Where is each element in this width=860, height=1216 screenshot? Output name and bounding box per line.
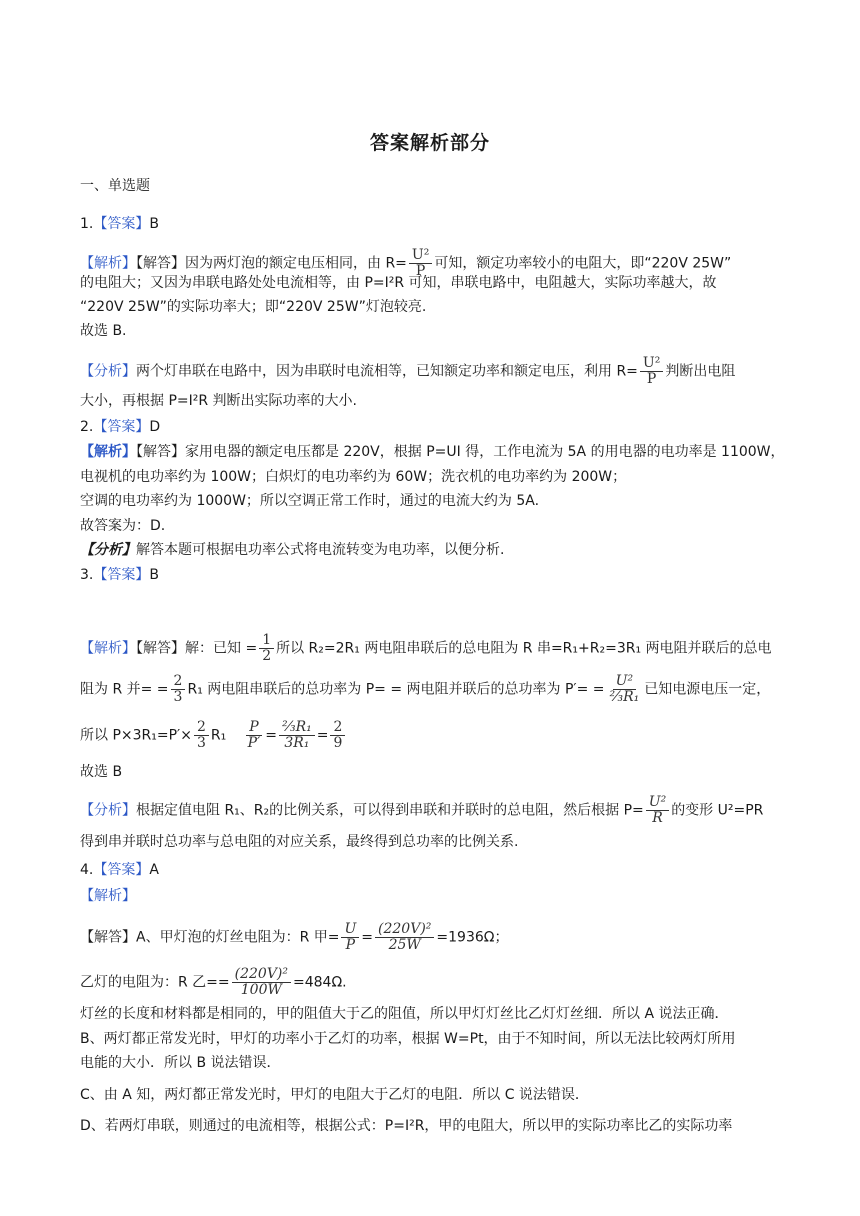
q4-number: 4. bbox=[80, 862, 94, 878]
q2-jiexi-line1: 【解析】【解答】家用电器的额定电压都是 220V，根据 P=UI 得，工作电流为 5A 的用电器的电功率是 1100W， bbox=[80, 444, 785, 460]
q1-jiexi-line2: 的电阻大；又因为串联电路处处电流相等，由 P=I²R 可知，串联电路中，电阻越大，实际功率越大，故 bbox=[80, 275, 717, 291]
q4-jiexi-line4: B、两灯都正常发光时，甲灯的功率小于乙灯的功率，根据 W=Pt，由于不知时间，所以无法比较两灯所用 bbox=[80, 1031, 736, 1047]
q1-fraction-r2: $\frac{\text{U²}}{P}$ bbox=[640, 356, 663, 387]
q2-jiexi-line2: 电视机的电功率约为 100W；白炽灯的电功率约为 60W；洗衣机的电功率约为 200W； bbox=[80, 469, 627, 485]
q4-jiexi-line2: 乙灯的电阻为：R 乙== $\frac{\text{(220V)²}}{100W}$ =484Ω. bbox=[80, 966, 347, 998]
q3-analysis-line1: 【分析】根据定值电阻 R₁、R₂的比例关系，可以得到串联和并联时的总电阻，然后根据 P= $\frac{\text{U²}}{R}$ 的变形 U²=PR bbox=[80, 794, 764, 826]
q4-jiexi-tag-line bbox=[80, 886, 780, 906]
q2-jiexi-line3: 空调的电功率约为 1000W；所以空调正常工作时，通过的电流大约为 5A. bbox=[80, 493, 540, 509]
q3-jiexi-line4: 故选 B bbox=[80, 764, 123, 780]
q1-analysis-line1: 【分析】两个灯串联在电路中，因为串联时电流相等，已知额定功率和额定电压，利用 R= $\frac{\text{U²}}{P}$ 判断出电阻 bbox=[80, 355, 736, 387]
q3-fraction-ratio: $\frac{P}{P'}$ bbox=[247, 719, 261, 751]
q3-analysis-line2: 得到串并联时总功率与总电阻的对应关系，最终得到总功率的比例关系. bbox=[80, 834, 519, 850]
q1-answer-tag: 【答案】 bbox=[93, 216, 150, 232]
q4-fraction-u-over-p: $\frac{U}{P}$ bbox=[341, 922, 359, 953]
q2-answer bbox=[80, 417, 780, 437]
q2-analysis-tag: 【分析】 bbox=[80, 542, 136, 558]
q4-answer-value: A bbox=[149, 862, 159, 878]
q4-jiexi-line6: C、由 A 知，两灯都正常发光时，甲灯的电阻大于乙灯的电阻．所以 C 说法错误． bbox=[80, 1087, 589, 1103]
q1-answer bbox=[80, 214, 780, 234]
q2-analysis: 【分析】解答本题可根据电功率公式将电流转变为电功率，以便分析. bbox=[80, 542, 505, 558]
q3-fraction-two-thirds: $\frac{2}{3}$ bbox=[171, 674, 186, 705]
q3-jiexi-line1: 【解析】【解答】解：已知 = $\frac{1}{2}$ 所以 R₂=2R₁ 两电阻串联后的总电阻为 R 串=R₁+R₂=3R₁ 两电阻并联后的总电 bbox=[80, 632, 772, 664]
q4-jiexi-tag: 【解析】 bbox=[80, 888, 136, 904]
q3-jiexi-tag: 【解析】 bbox=[80, 640, 136, 657]
q4-answer bbox=[80, 860, 780, 880]
q3-fraction-parallel-power: $\frac{\text{U²}}{\text{⅔R₁}}$ bbox=[609, 673, 640, 705]
q3-answer-value: B bbox=[149, 567, 159, 583]
section-heading: 一、单选题 bbox=[80, 178, 150, 194]
q4-jiexi-line5: 电能的大小．所以 B 说法错误． bbox=[80, 1055, 281, 1071]
q4-jiexi-line7: D、若两灯串联，则通过的电流相等，根据公式：P=I²R，甲的电阻大，所以甲的实际功率比乙的实际功率 bbox=[80, 1118, 733, 1134]
q2-jiexi-tag: 【解析】 bbox=[80, 444, 136, 460]
q1-analysis-line2: 大小，再根据 P=I²R 判断出实际功率的大小. bbox=[80, 393, 357, 409]
q3-fraction-two-thirds-2: $\frac{2}{3}$ bbox=[194, 720, 209, 751]
q3-fraction-result: $\frac{2}{9}$ bbox=[330, 720, 345, 751]
q3-answer bbox=[80, 565, 780, 585]
q3-answer-tag: 【答案】 bbox=[93, 567, 150, 583]
q4-fraction-r-yi: $\frac{\text{(220V)²}}{100W}$ bbox=[232, 967, 291, 998]
q3-analysis-tag: 【分析】 bbox=[80, 802, 136, 819]
q1-jiexi-tag: 【解析】 bbox=[80, 255, 136, 272]
page-title: 答案解析部分 bbox=[369, 132, 490, 154]
q1-jiexi-line3: “220V 25W”的实际功率大；即“220V 25W”灯泡较亮. bbox=[80, 299, 427, 315]
q3-fraction-ratio-mid: $\frac{\text{⅔R₁}}{\text{3R₁}}$ bbox=[279, 720, 315, 751]
q3-number: 3. bbox=[80, 567, 94, 583]
q1-analysis-tag: 【分析】 bbox=[80, 363, 136, 380]
q4-jiexi-line1: 【解答】A、甲灯泡的灯丝电阻为：R 甲= $\frac{U}{P}$ = $\frac{\text{(220V)²}}{25W}$ =1936Ω； bbox=[80, 921, 509, 953]
q1-fraction-r: $\frac{\text{U²}}{P}$ bbox=[409, 248, 432, 279]
q2-number: 2. bbox=[80, 419, 94, 435]
q3-fraction-p-formula: $\frac{\text{U²}}{R}$ bbox=[646, 795, 669, 826]
q4-answer-tag: 【答案】 bbox=[93, 862, 150, 878]
q3-fraction-half: $\frac{1}{2}$ bbox=[259, 633, 274, 664]
q1-number: 1. bbox=[80, 216, 94, 232]
q4-jiexi-line3: 灯丝的长度和材料都是相同的，甲的阻值大于乙的阻值，所以甲灯灯丝比乙灯灯丝细．所以 A 说法正确． bbox=[80, 1006, 729, 1022]
q4-fraction-r-jia: $\frac{\text{(220V)²}}{25W}$ bbox=[375, 922, 434, 953]
q2-answer-value: D bbox=[149, 419, 161, 435]
q3-jiexi-line3: 所以 P×3R₁=P′× $\frac{2}{3}$ R₁ $\frac{P}{P'}$ = $\frac{\text{⅔R₁}}{\text{3R₁}}$ = $\frac{2}{9}$ bbox=[80, 720, 780, 751]
q2-answer-tag: 【答案】 bbox=[93, 419, 150, 435]
q2-jiexi-line4: 故答案为：D. bbox=[80, 518, 166, 534]
q1-jiexi-line1: 【解析】【解答】因为两灯泡的额定电压相同，由 R= $\frac{\text{U²}}{P}$ 可知，额定功率较小的电阻大，即“220V 25W” bbox=[80, 247, 732, 279]
q1-answer-value: B bbox=[149, 216, 159, 232]
q1-jiexi-line4: 故选 B. bbox=[80, 323, 127, 339]
q3-jiexi-line2: 阻为 R 并= = $\frac{2}{3}$ R₁ 两电阻串联后的总功率为 P= = 两电阻并联后的总功率为 P′= = $\frac{\text{U²}}{\text{⅔R₁}}$ 已知电源电压一定， bbox=[80, 673, 771, 705]
